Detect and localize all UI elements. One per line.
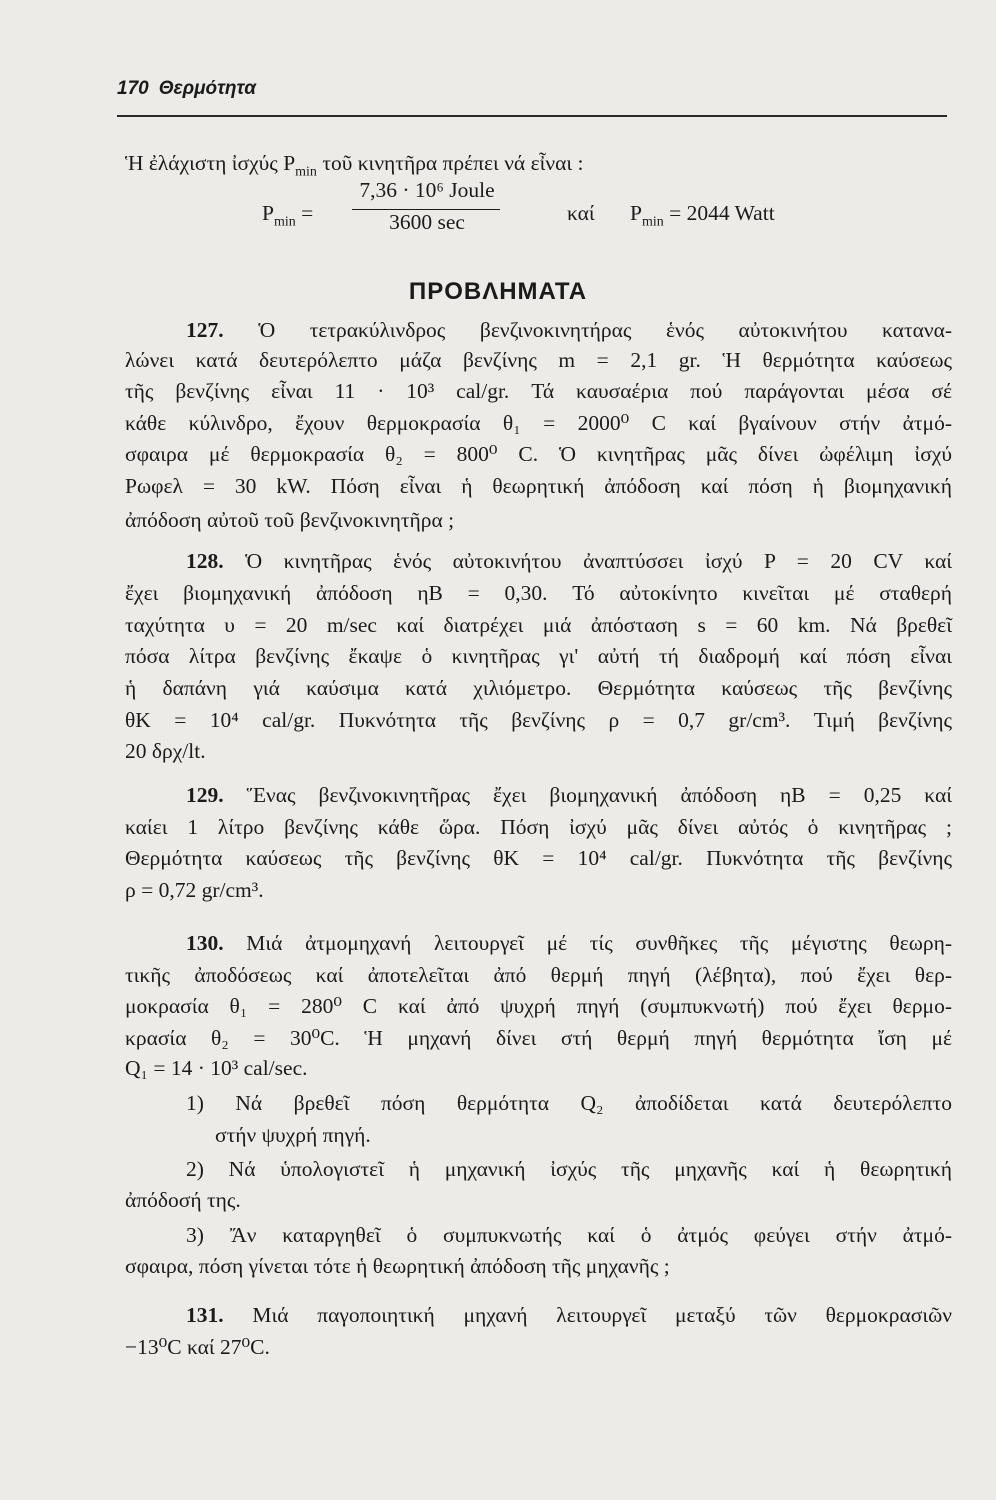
header-rule [117, 115, 947, 117]
formula-denominator: 3600 sec [389, 210, 465, 234]
formula-conj: καί [567, 201, 595, 225]
formula-result: $P_{min} = 2044$ Watt [630, 201, 775, 230]
intro-sentence: Ἡ ἐλάχιστη ἰσχύς $P_{min}$ τοῦ κινητῆρα πρέπει νά εἶναι : [125, 151, 584, 180]
problem-number: 128. [186, 549, 224, 573]
problem-number: 129. [186, 783, 224, 807]
question-1: 1) Νά βρεθεῖ πόση θερμότητα Q₂ ἀποδίδεται κατά δευτερόλεπτο [186, 1091, 952, 1115]
page-header [117, 78, 947, 100]
question-2: 2) Νά ὑπολογιστεῖ ἡ μηχανική ἰσχύς τῆς μηχανῆς καί ἡ θεωρητική [186, 1157, 952, 1181]
formula-numerator: 7,36 · 10⁶ Joule [359, 178, 495, 202]
section-heading: ΠΡΟΒΛΗΜΑΤΑ [408, 278, 588, 305]
question-3: 3) Ἄν καταργηθεῖ ὁ συμπυκνωτής καί ὁ ἀτμός φεύγει στήν ἀτμό- [186, 1223, 952, 1247]
formula-lhs: $P_{min}$ = [262, 201, 314, 230]
problem-number: 130. [186, 931, 224, 955]
problem-number: 131. [186, 1303, 224, 1327]
page-number: 170 [117, 78, 149, 99]
problem-number: 127. [186, 318, 224, 342]
running-title: Θερμότητα [158, 78, 257, 99]
